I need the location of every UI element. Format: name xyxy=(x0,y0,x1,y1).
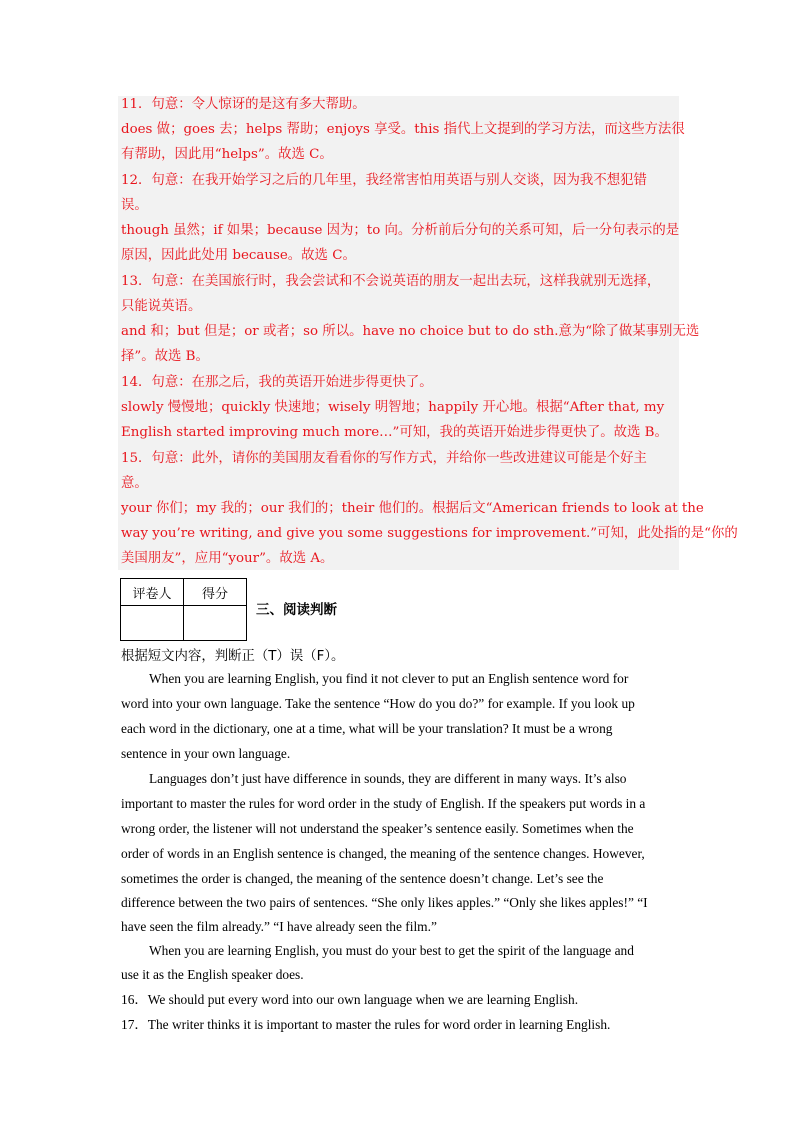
question-16: 16．We should put every word into our own language when we are learning English. xyxy=(121,992,579,1007)
answer-13-line-1: 13．句意：在美国旅行时，我会尝试和不会说英语的朋友一起出去玩，这样我就别无选择， xyxy=(121,274,661,289)
answer-11-line-2: does 做；goes 去；helps 帮助；enjoys 享受。this 指代上文提到的学习方法，而这些方法很 xyxy=(121,122,685,137)
answer-15-line-4: way you’re writing, and give you some suggestions for improvement.”可知，此处指的是“你的 xyxy=(121,526,738,541)
passage-line: difference between the two pairs of sentences. “She only likes apples.” “Only she likes apples!” “I xyxy=(121,895,648,910)
answer-15-line-2: 意。 xyxy=(121,476,148,491)
answer-13-line-2: 只能说英语。 xyxy=(121,299,202,314)
grader-header: 评卷人 xyxy=(121,579,184,606)
answer-15-line-1: 15．句意：此外，请你的美国朋友看看你的写作方式，并给你一些改进建议可能是个好主 xyxy=(121,451,647,466)
passage-line: sentence in your own language. xyxy=(121,746,291,761)
passage-line: use it as the English speaker does. xyxy=(121,967,304,982)
answer-14-line-1: 14．句意：在那之后，我的英语开始进步得更快了。 xyxy=(121,375,433,390)
answer-12-line-2: 误。 xyxy=(121,198,148,213)
score-cell[interactable] xyxy=(184,606,247,641)
answer-12-line-1: 12．句意：在我开始学习之后的几年里，我经常害怕用英语与别人交谈，因为我不想犯错 xyxy=(121,173,647,188)
passage-line: wrong order, the listener will not understand the speaker’s sentence easily. Sometimes when the xyxy=(121,821,634,836)
answer-13-line-4: 择”。故选 B。 xyxy=(121,349,209,364)
answer-14-line-3: English started improving much more…”可知，我的英语开始进步得更快了。故选 B。 xyxy=(121,425,668,440)
passage-line: sometimes the order is changed, the meaning of the sentence doesn’t change. Let’s see the xyxy=(121,871,604,886)
answer-13-line-3: and 和；but 但是；or 或者；so 所以。have no choice but to do sth.意为“除了做某事别无选 xyxy=(121,324,700,339)
score-table xyxy=(120,578,247,641)
instruction: 根据短文内容，判断正（T）误（F）。 xyxy=(121,649,345,664)
question-17: 17．The writer thinks it is important to master the rules for word order in learning English. xyxy=(121,1017,611,1032)
answer-15-line-3: your 你们；my 我的；our 我们的；their 他们的。根据后文“American friends to look at the xyxy=(121,501,704,516)
grader-cell[interactable] xyxy=(121,606,184,641)
passage-line: important to master the rules for word order in the study of English. If the speakers put words in a xyxy=(121,796,646,811)
answer-15-line-5: 美国朋友”，应用“your”。故选 A。 xyxy=(121,551,334,566)
passage-line: When you are learning English, you find it not clever to put an English sentence word for xyxy=(149,671,629,686)
passage-line: Languages don’t just have difference in sounds, they are different in many ways. It’s also xyxy=(149,771,627,786)
answer-12-line-4: 原因，因此此处用 because。故选 C。 xyxy=(121,248,356,263)
passage-line: order of words in an English sentence is changed, the meaning of the sentence changes. However, xyxy=(121,846,645,861)
passage-line: each word in the dictionary, one at a time, what will be your translation? It must be a wrong xyxy=(121,721,613,736)
answer-12-line-3: though 虽然；if 如果；because 因为；to 向。分析前后分句的关系可知，后一分句表示的是 xyxy=(121,223,680,238)
passage-line: have seen the film already.” “I have already seen the film.” xyxy=(121,919,437,934)
answer-11-line-1: 11．句意：令人惊讶的是这有多大帮助。 xyxy=(121,97,366,112)
section-title: 三、阅读判断 xyxy=(256,602,337,618)
score-header: 得分 xyxy=(184,579,247,606)
passage-line: word into your own language. Take the sentence “How do you do?” for example. If you look up xyxy=(121,696,635,711)
answer-11-line-3: 有帮助，因此用“helps”。故选 C。 xyxy=(121,147,333,162)
passage-line: When you are learning English, you must do your best to get the spirit of the language and xyxy=(149,943,634,958)
answer-14-line-2: slowly 慢慢地；quickly 快速地；wisely 明智地；happily 开心地。根据“After that, my xyxy=(121,400,665,415)
